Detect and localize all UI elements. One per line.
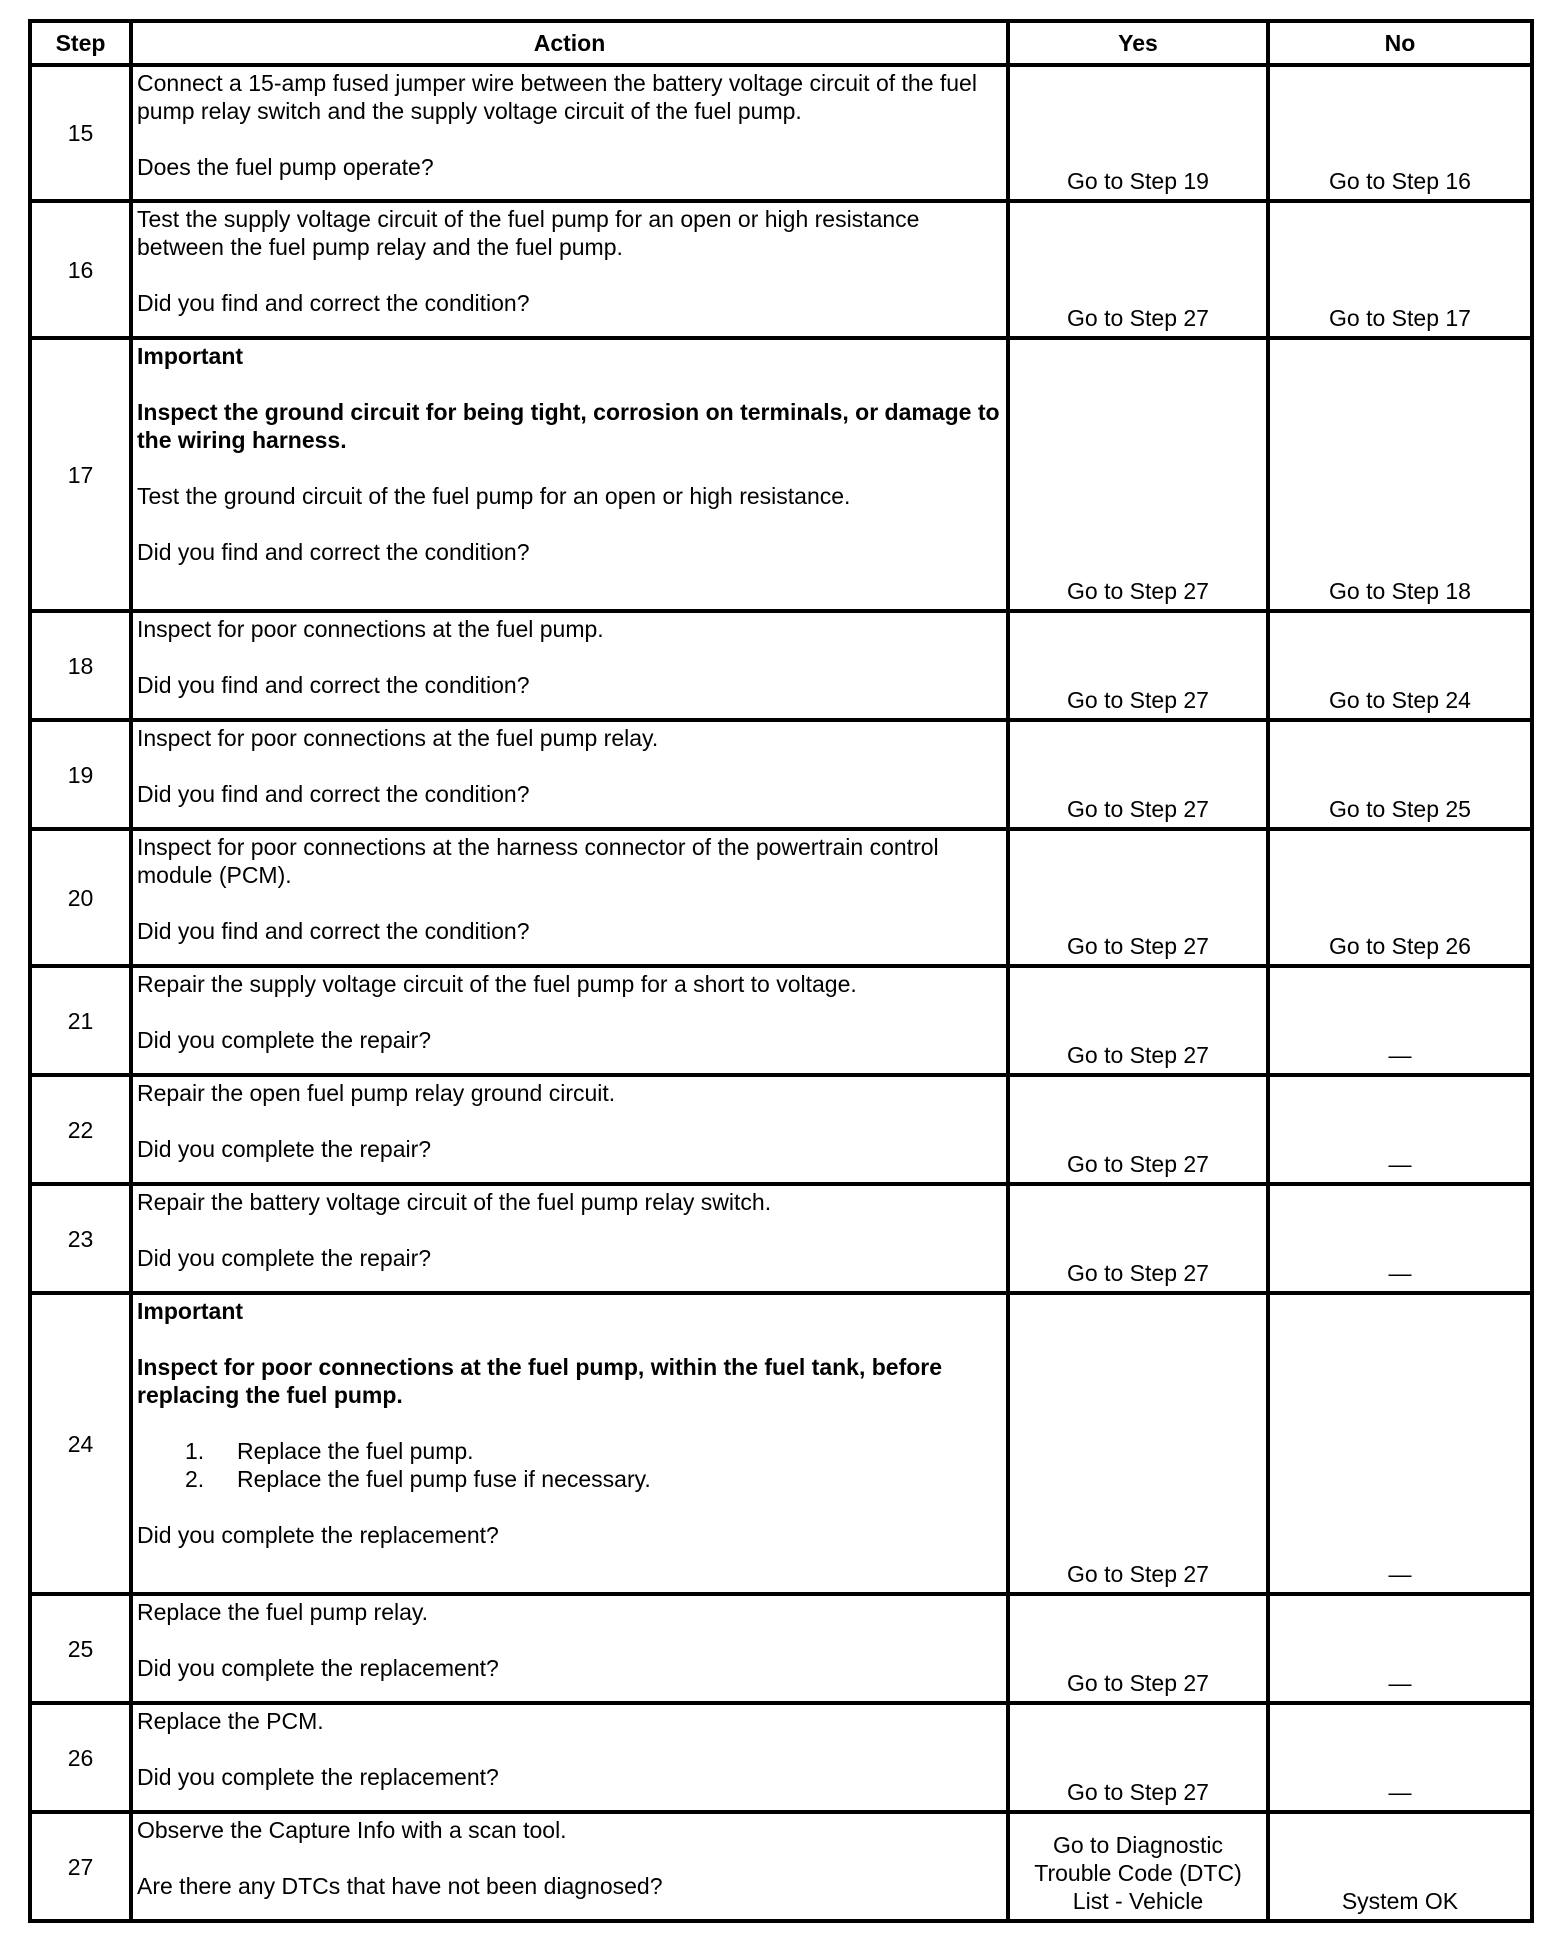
table-row bbox=[30, 720, 1532, 829]
action-cell bbox=[131, 1594, 1008, 1703]
no-cell: — bbox=[1268, 1184, 1532, 1293]
header-no: No bbox=[1268, 21, 1532, 65]
action-text: Replace the PCM. bbox=[137, 1708, 324, 1734]
important-note: Inspect the ground circuit for being tight, corrosion on terminals, or damage to the wiring harness. bbox=[137, 399, 1000, 453]
yes-cell: Go to Step 27 bbox=[1008, 1075, 1268, 1184]
table-row bbox=[30, 611, 1532, 720]
action-cell bbox=[131, 720, 1008, 829]
action-cell bbox=[131, 1293, 1008, 1594]
no-cell: — bbox=[1268, 966, 1532, 1075]
yes-cell: Go to Step 27 bbox=[1008, 720, 1268, 829]
action-text: Repair the open fuel pump relay ground circuit. bbox=[137, 1080, 616, 1106]
step-number: 15 bbox=[30, 65, 131, 201]
no-cell: System OK bbox=[1268, 1812, 1532, 1921]
action-text: Test the ground circuit of the fuel pump for an open or high resistance. bbox=[137, 483, 851, 509]
step-number: 18 bbox=[30, 611, 131, 720]
replacement-steps-list bbox=[137, 1437, 1002, 1493]
header-yes: Yes bbox=[1008, 21, 1268, 65]
diagnostic-table bbox=[28, 19, 1534, 1923]
table-row bbox=[30, 1293, 1532, 1594]
no-cell: — bbox=[1268, 1703, 1532, 1812]
action-cell bbox=[131, 611, 1008, 720]
action-question: Did you complete the replacement? bbox=[137, 1655, 499, 1681]
action-question: Did you complete the repair? bbox=[137, 1027, 432, 1053]
action-text: Repair the battery voltage circuit of the fuel pump relay switch. bbox=[137, 1189, 772, 1215]
action-cell bbox=[131, 1075, 1008, 1184]
action-question: Did you find and correct the condition? bbox=[137, 290, 530, 316]
table-row bbox=[30, 966, 1532, 1075]
yes-cell: Go to Step 27 bbox=[1008, 966, 1268, 1075]
yes-cell: Go to Diagnostic Trouble Code (DTC) List - Vehicle bbox=[1008, 1812, 1268, 1921]
list-item-text: Replace the fuel pump. bbox=[237, 1438, 474, 1464]
yes-cell: Go to Step 27 bbox=[1008, 829, 1268, 966]
action-cell bbox=[131, 338, 1008, 611]
action-question: Are there any DTCs that have not been diagnosed? bbox=[137, 1873, 663, 1899]
action-text: Observe the Capture Info with a scan tool. bbox=[137, 1817, 567, 1843]
yes-cell: Go to Step 27 bbox=[1008, 338, 1268, 611]
yes-cell: Go to Step 27 bbox=[1008, 1594, 1268, 1703]
important-heading: Important bbox=[137, 343, 244, 369]
yes-cell: Go to Step 27 bbox=[1008, 611, 1268, 720]
table-row bbox=[30, 1812, 1532, 1921]
action-text: Connect a 15-amp fused jumper wire between the battery voltage circuit of the fuel pump relay switch and the supply voltage circuit of the fuel pump. bbox=[137, 70, 977, 124]
step-number: 25 bbox=[30, 1594, 131, 1703]
table-row bbox=[30, 65, 1532, 201]
no-cell: Go to Step 18 bbox=[1268, 338, 1532, 611]
action-question: Does the fuel pump operate? bbox=[137, 154, 434, 180]
action-cell bbox=[131, 65, 1008, 201]
important-heading: Important bbox=[137, 1298, 244, 1324]
yes-cell: Go to Step 27 bbox=[1008, 1703, 1268, 1812]
step-number: 19 bbox=[30, 720, 131, 829]
action-question: Did you find and correct the condition? bbox=[137, 672, 530, 698]
list-item-number: 2. bbox=[185, 1466, 205, 1492]
important-note: Inspect for poor connections at the fuel pump, within the fuel tank, before replacing the fuel pump. bbox=[137, 1354, 943, 1408]
no-cell: — bbox=[1268, 1594, 1532, 1703]
step-number: 23 bbox=[30, 1184, 131, 1293]
table-row bbox=[30, 201, 1532, 338]
action-cell bbox=[131, 1184, 1008, 1293]
no-cell: Go to Step 16 bbox=[1268, 65, 1532, 201]
table-row bbox=[30, 829, 1532, 966]
action-cell bbox=[131, 1703, 1008, 1812]
action-text: Replace the fuel pump relay. bbox=[137, 1599, 429, 1625]
step-number: 27 bbox=[30, 1812, 131, 1921]
yes-cell: Go to Step 27 bbox=[1008, 1184, 1268, 1293]
no-cell: Go to Step 25 bbox=[1268, 720, 1532, 829]
no-cell: — bbox=[1268, 1293, 1532, 1594]
action-cell bbox=[131, 1812, 1008, 1921]
table-row bbox=[30, 1184, 1532, 1293]
step-number: 22 bbox=[30, 1075, 131, 1184]
list-item bbox=[137, 1465, 1002, 1493]
header-action: Action bbox=[131, 21, 1008, 65]
action-question: Did you find and correct the condition? bbox=[137, 918, 530, 944]
action-question: Did you complete the replacement? bbox=[137, 1764, 499, 1790]
no-cell: Go to Step 17 bbox=[1268, 201, 1532, 338]
table-row bbox=[30, 1075, 1532, 1184]
table-row bbox=[30, 1703, 1532, 1812]
action-text: Inspect for poor connections at the harness connector of the powertrain control module (PCM). bbox=[137, 834, 939, 888]
action-question: Did you complete the replacement? bbox=[137, 1522, 499, 1548]
yes-cell: Go to Step 27 bbox=[1008, 201, 1268, 338]
action-text: Test the supply voltage circuit of the fuel pump for an open or high resistance between the fuel pump relay and the fuel pump. bbox=[137, 206, 920, 260]
yes-cell: Go to Step 19 bbox=[1008, 65, 1268, 201]
step-number: 16 bbox=[30, 201, 131, 338]
action-question: Did you complete the repair? bbox=[137, 1245, 432, 1271]
table-row bbox=[30, 338, 1532, 611]
step-number: 21 bbox=[30, 966, 131, 1075]
action-cell bbox=[131, 829, 1008, 966]
table-header-row bbox=[30, 21, 1532, 65]
action-text: Inspect for poor connections at the fuel pump relay. bbox=[137, 725, 659, 751]
action-question: Did you find and correct the condition? bbox=[137, 539, 530, 565]
list-item-number: 1. bbox=[185, 1438, 205, 1464]
no-cell: Go to Step 24 bbox=[1268, 611, 1532, 720]
header-step: Step bbox=[30, 21, 131, 65]
table-row bbox=[30, 1594, 1532, 1703]
action-cell bbox=[131, 201, 1008, 338]
yes-cell: Go to Step 27 bbox=[1008, 1293, 1268, 1594]
list-item-text: Replace the fuel pump fuse if necessary. bbox=[237, 1466, 651, 1492]
step-number: 26 bbox=[30, 1703, 131, 1812]
step-number: 24 bbox=[30, 1293, 131, 1594]
list-item bbox=[137, 1437, 1002, 1465]
no-cell: Go to Step 26 bbox=[1268, 829, 1532, 966]
action-text: Repair the supply voltage circuit of the fuel pump for a short to voltage. bbox=[137, 971, 857, 997]
step-number: 17 bbox=[30, 338, 131, 611]
action-cell bbox=[131, 966, 1008, 1075]
step-number: 20 bbox=[30, 829, 131, 966]
no-cell: — bbox=[1268, 1075, 1532, 1184]
action-question: Did you find and correct the condition? bbox=[137, 781, 530, 807]
action-question: Did you complete the repair? bbox=[137, 1136, 432, 1162]
action-text: Inspect for poor connections at the fuel pump. bbox=[137, 616, 604, 642]
